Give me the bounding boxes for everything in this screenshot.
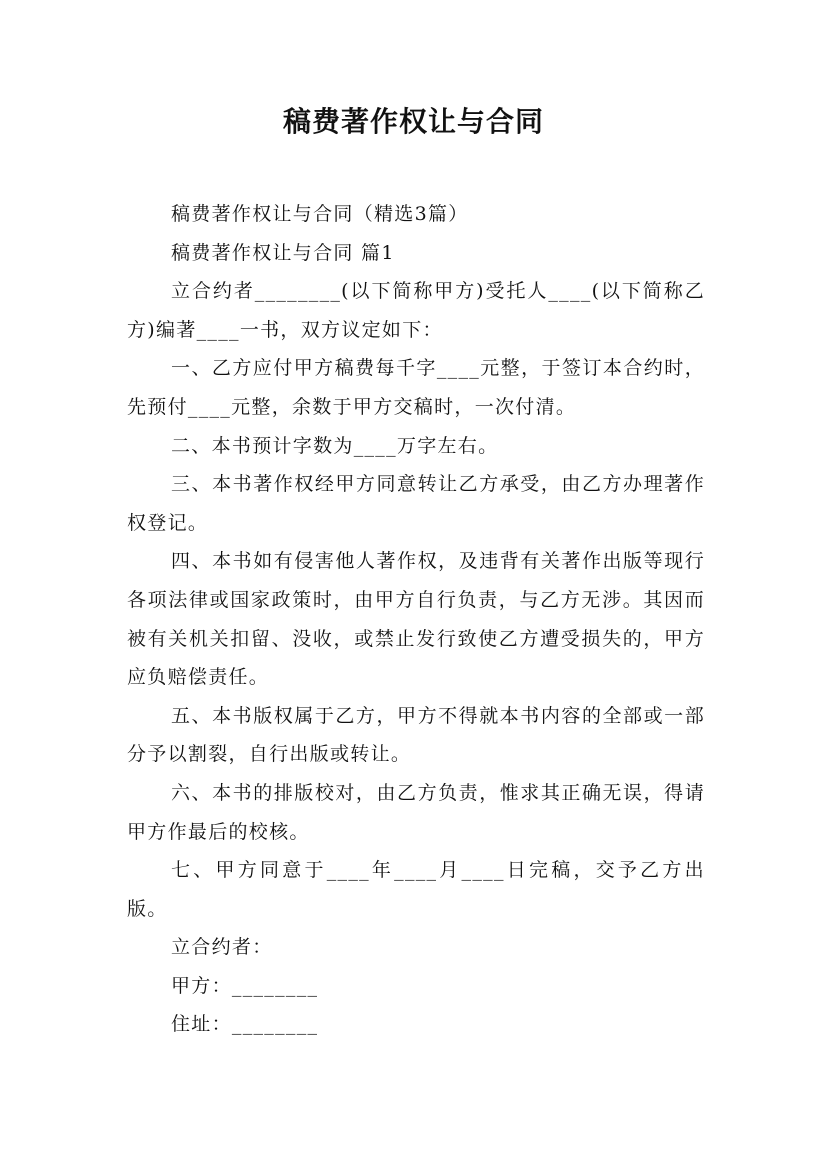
section-heading: 稿费著作权让与合同 篇1	[171, 241, 395, 264]
clause-4: 四、本书如有侵害他人著作权，及违背有关著作出版等现行各项法律或国家政策时，由甲方自行负责，与乙方无涉。其因而被有关机关扣留、没收，或禁止发行致使乙方遭受损失的，甲方应负赔偿责任。	[127, 550, 705, 689]
document-body	[127, 195, 705, 1044]
clause-5: 五、本书版权属于乙方，甲方不得就本书内容的全部或一部分予以割裂，自行出版或转让。	[127, 704, 705, 766]
clause-6: 六、本书的排版校对，由乙方负责，惟求其正确无误，得请甲方作最后的校核。	[127, 781, 705, 843]
clause-2: 二、本书预计字数为____万字左右。	[171, 434, 499, 457]
contract-parties-paragraph: 立合约者________(以下简称甲方)受托人____(以下简称乙方)编著____一书，双方议定如下：	[127, 280, 705, 341]
clause-1: 一、乙方应付甲方稿费每千字____元整，于签订本合约时，先预付____元整，余数于甲方交稿时，一次付清。	[127, 357, 705, 418]
clause-3: 三、本书著作权经甲方同意转让乙方承受，由乙方办理著作权登记。	[127, 473, 705, 534]
document-title: 稿费著作权让与合同	[282, 105, 544, 138]
address-line: 住址：________	[171, 1013, 319, 1036]
subtitle-paragraph: 稿费著作权让与合同（精选3篇）	[171, 203, 469, 225]
signatories-label: 立合约者：	[171, 936, 273, 959]
party-a-line: 甲方：________	[171, 974, 319, 997]
clause-7: 七、甲方同意于____年____月____日完稿，交予乙方出版。	[127, 859, 705, 920]
